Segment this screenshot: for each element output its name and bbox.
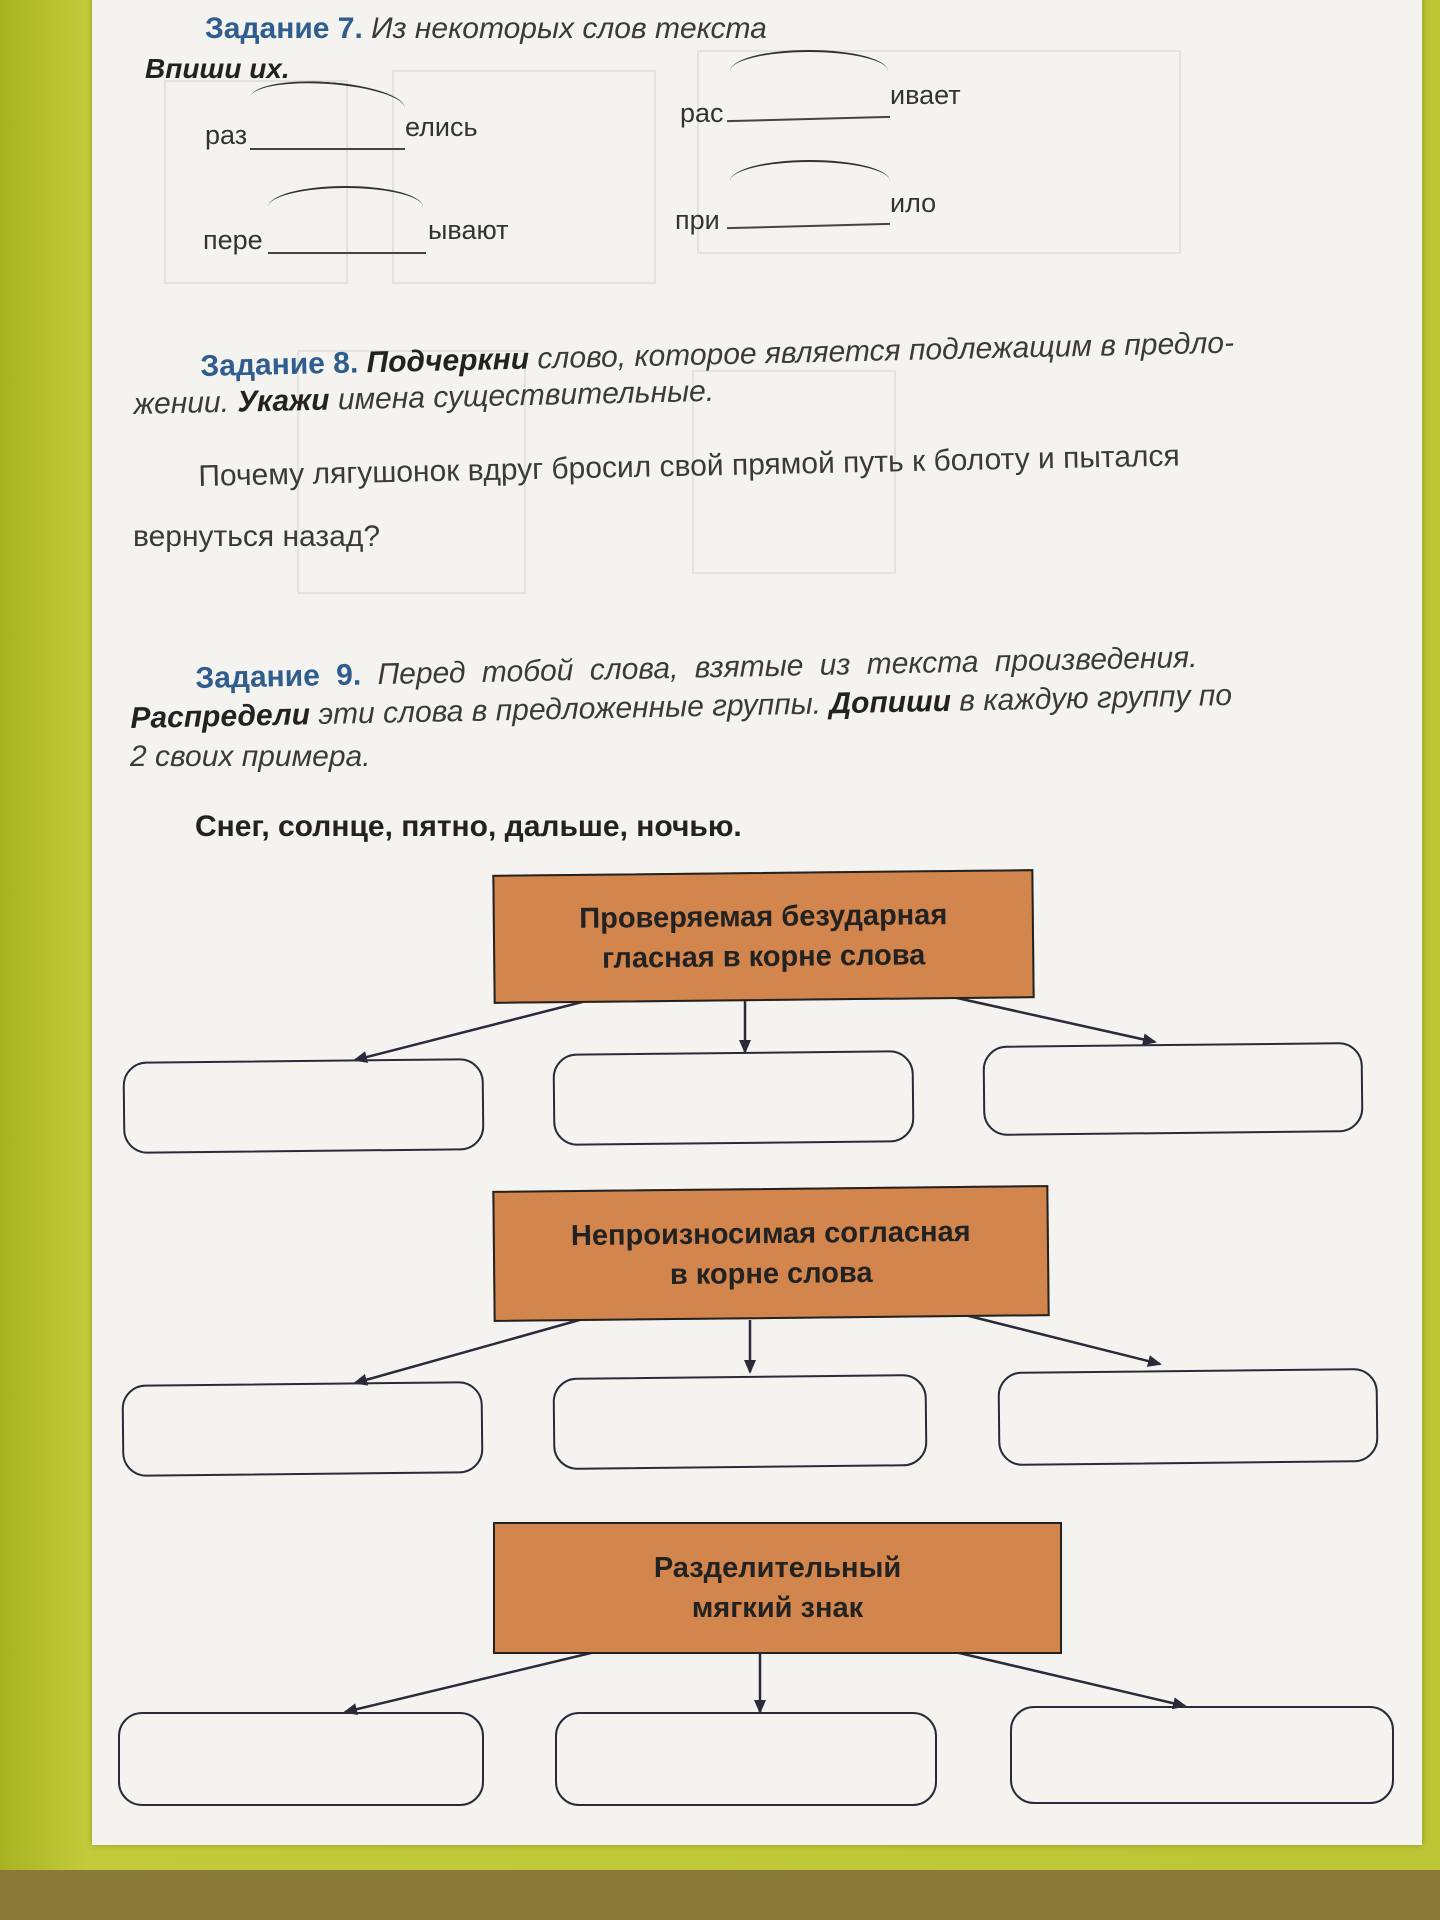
category-box-silent-consonant bbox=[492, 1185, 1049, 1322]
category-label: в корне слова bbox=[669, 1256, 873, 1291]
task8-text: жении. bbox=[133, 385, 230, 421]
task9-text: эти слова в предложенные группы. bbox=[318, 687, 822, 732]
answer-slot[interactable] bbox=[553, 1050, 915, 1146]
task8-text: имена существительные. bbox=[337, 374, 715, 417]
task9-verb2: Допиши bbox=[829, 684, 952, 721]
category-label: мягкий знак bbox=[691, 1592, 864, 1624]
answer-slot[interactable] bbox=[122, 1381, 484, 1477]
task8-text: слово, которое является подлежащим в предло- bbox=[537, 326, 1235, 376]
word-suffix: ило bbox=[890, 188, 937, 218]
arrow bbox=[355, 1000, 590, 1060]
task8-verb2: Укажи bbox=[236, 383, 330, 419]
category-label: Непроизносимая согласная bbox=[570, 1215, 971, 1252]
answer-slot[interactable] bbox=[118, 1712, 484, 1806]
arrow bbox=[945, 1310, 1160, 1364]
task7-title: Задание 7. bbox=[205, 12, 363, 45]
task7-instruction: Впиши их. bbox=[145, 53, 290, 84]
answer-slot[interactable] bbox=[123, 1058, 485, 1154]
task8-title: Задание 8. bbox=[200, 346, 359, 383]
task8-sentence-line2: вернуться назад? bbox=[133, 520, 381, 553]
category-label: Разделительный bbox=[653, 1552, 902, 1584]
arrow bbox=[930, 992, 1155, 1042]
task9-text: в каждую группу по bbox=[959, 678, 1233, 718]
word-prefix: раз bbox=[205, 120, 248, 150]
task9-verb1: Распредели bbox=[130, 698, 311, 735]
task9-title: Задание 9. bbox=[195, 658, 362, 695]
category-box-soft-sign bbox=[493, 1522, 1062, 1654]
task8-verb1: Подчеркни bbox=[366, 342, 530, 380]
category-label: Проверяемая безударная bbox=[579, 898, 948, 935]
arrow bbox=[345, 1652, 595, 1712]
word-prefix: пере bbox=[203, 225, 263, 255]
task9-line3: 2 своих примера. bbox=[130, 740, 371, 773]
task9-text: Перед тобой слова, взятые из текста произведения. bbox=[377, 641, 1198, 692]
word-prefix: рас bbox=[680, 98, 724, 128]
answer-slot[interactable] bbox=[983, 1042, 1364, 1136]
word-suffix: ивает bbox=[890, 80, 961, 110]
answer-slot[interactable] bbox=[998, 1368, 1379, 1466]
arrow bbox=[955, 1652, 1185, 1706]
category-label: гласная в корне слова bbox=[601, 938, 926, 975]
answer-slot[interactable] bbox=[1010, 1706, 1394, 1804]
word-prefix: при bbox=[675, 205, 720, 235]
task8-sentence-line1: Почему лягушонок вдруг бросил свой прямой путь к болоту и пытался bbox=[198, 439, 1181, 493]
arrow bbox=[355, 1317, 590, 1383]
category-box-unstressed-vowel bbox=[492, 869, 1034, 1004]
answer-slot[interactable] bbox=[555, 1712, 937, 1806]
answer-slot[interactable] bbox=[553, 1374, 928, 1470]
word-suffix: елись bbox=[405, 112, 478, 142]
task9-word-list: Снег, солнце, пятно, дальше, ночью. bbox=[195, 810, 742, 843]
word-suffix: ывают bbox=[428, 215, 509, 245]
task7-text: Из некоторых слов текста bbox=[371, 12, 767, 45]
